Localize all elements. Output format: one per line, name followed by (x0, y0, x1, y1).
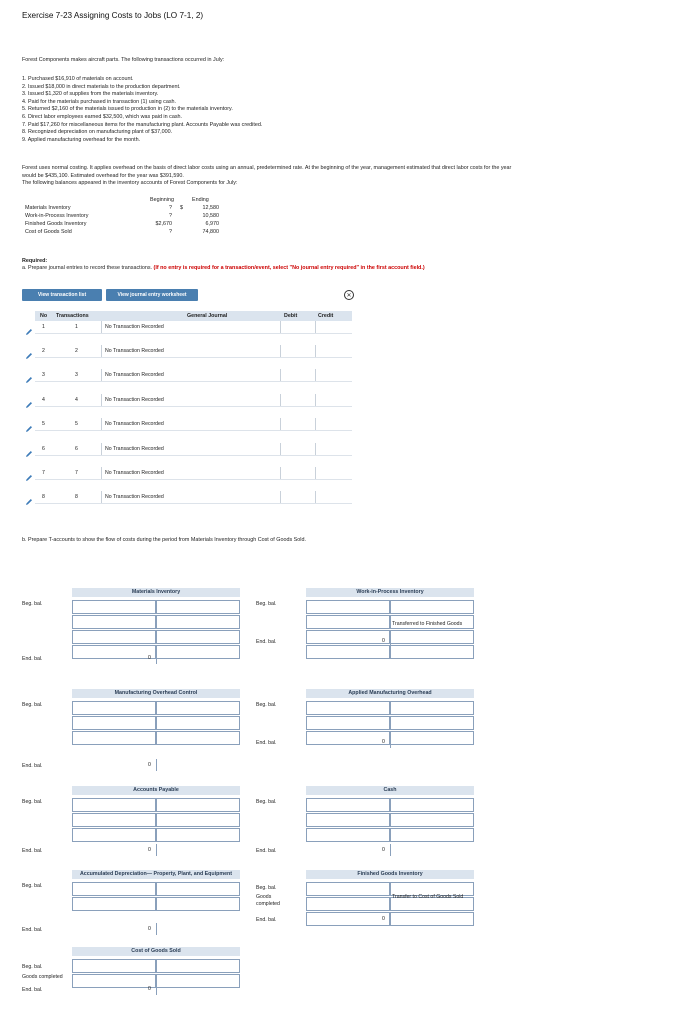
t-account-title: Work-in-Process Inventory (306, 588, 474, 597)
journal-row-entry: No Transaction Recorded (105, 494, 164, 500)
journal-row-no: 2 (42, 348, 45, 354)
end-bal-label: End. bal. (22, 927, 43, 933)
journal-row-no: 4 (42, 397, 45, 403)
t-account-debit-input[interactable] (306, 813, 390, 827)
col-credit: Credit (318, 313, 334, 319)
col-beginning: Beginning (150, 197, 174, 203)
transaction-item: 6. Direct labor employees earned $32,500, which was paid in cash. (22, 113, 183, 120)
goods-completed-label: Goods completed (256, 894, 280, 907)
t-account-title: Accumulated Depreciation— Property, Plant, and Equipment (72, 870, 240, 879)
journal-row-entry: No Transaction Recorded (105, 470, 164, 476)
end-bal-label: End. bal. (256, 917, 277, 923)
t-account-divider (390, 736, 391, 748)
end-bal-value: 0 (148, 847, 151, 853)
t-account-debit-input[interactable] (72, 615, 156, 629)
journal-row-transaction: 8 (75, 494, 78, 500)
part-a-instruction (22, 265, 425, 272)
t-account-debit-input[interactable] (306, 731, 390, 745)
pencil-icon[interactable] (25, 323, 33, 331)
cell-divider (315, 418, 316, 430)
costing-line: Forest uses normal costing. It applies overhead on the basis of direct labor costs using an annual, predetermined rate. At the beginning of the year, management estimated that direct labor costs for the year (22, 165, 512, 171)
t-account-label-cell (20, 731, 72, 745)
transfer-label: Transfer to Cost of Goods Sold (392, 894, 464, 900)
t-account-divider (156, 759, 157, 771)
t-account-credit-input[interactable] (390, 701, 474, 715)
t-account-credit-input[interactable] (390, 645, 474, 659)
t-account-debit-input[interactable] (72, 630, 156, 644)
journal-row-transaction: 2 (75, 348, 78, 354)
required-heading: Required: (22, 258, 48, 264)
t-account-debit-input[interactable] (72, 731, 156, 745)
cell-divider (101, 394, 102, 406)
t-account-debit-input[interactable] (306, 615, 390, 629)
transfer-label: Transferred to Finished Goods (392, 621, 463, 627)
journal-row[interactable] (35, 321, 352, 334)
t-account-debit-input[interactable] (306, 897, 390, 911)
t-account-credit-input[interactable] (390, 813, 474, 827)
cell-divider (280, 321, 281, 333)
end-bal-label: End. bal. (256, 639, 277, 645)
transaction-item: 3. Issued $1,320 of supplies from the materials inventory. (22, 91, 159, 98)
t-account-divider (156, 652, 157, 664)
journal-row-entry: No Transaction Recorded (105, 446, 164, 452)
beg-bal-label: Beg. bal. (22, 883, 43, 889)
t-account-debit-input[interactable] (72, 882, 156, 896)
t-account-credit-input[interactable] (156, 701, 240, 715)
end-bal-value: 0 (148, 926, 151, 932)
end-bal-value: 0 (382, 638, 385, 644)
t-account-credit-input[interactable] (156, 645, 240, 659)
transaction-item: 5. Returned $2,160 of the materials issued to production in (2) to the materials inventory. (22, 106, 233, 113)
transaction-item: 4. Paid for the materials purchased in transaction (1) using cash. (22, 98, 177, 105)
balance-name: Cost of Goods Sold (25, 229, 72, 235)
cell-divider (101, 321, 102, 333)
balance-name: Work-in-Process Inventory (25, 213, 89, 219)
journal-row[interactable] (35, 418, 352, 431)
cell-divider (101, 467, 102, 479)
end-bal-value: 0 (382, 916, 385, 922)
t-account-divider (390, 913, 391, 925)
t-account-credit-input[interactable] (390, 600, 474, 614)
end-bal-label: End. bal. (22, 763, 43, 769)
journal-row-transaction: 3 (75, 372, 78, 378)
costing-line: The following balances appeared in the inventory accounts of Forest Components for July: (22, 180, 238, 187)
cell-divider (280, 345, 281, 357)
journal-row-no: 3 (42, 372, 45, 378)
balance-beginning: ? (169, 213, 172, 219)
t-account-credit-input[interactable] (390, 630, 474, 644)
t-account-label-cell (254, 828, 306, 842)
journal-row[interactable] (35, 369, 352, 382)
end-bal-label: End. bal. (256, 848, 277, 854)
beg-bal-label: Beg. bal. (256, 601, 277, 607)
cell-divider (315, 491, 316, 503)
t-account-debit-input[interactable] (306, 645, 390, 659)
t-account-label-cell (20, 615, 72, 629)
part-a-text: a. Prepare journal entries to record these transactions. (22, 265, 153, 271)
t-account-debit-input[interactable] (306, 701, 390, 715)
t-account-debit-input[interactable] (306, 798, 390, 812)
t-account-debit-input[interactable] (306, 600, 390, 614)
t-account-debit-input[interactable] (306, 882, 390, 896)
beg-bal-label: Beg. bal. (256, 885, 277, 891)
cell-divider (280, 491, 281, 503)
t-account-credit-input[interactable] (156, 828, 240, 842)
t-account-label-cell (254, 615, 306, 629)
view-journal-worksheet-button[interactable]: View journal entry worksheet (106, 289, 198, 301)
end-bal-value: 0 (148, 762, 151, 768)
t-account-credit-input[interactable] (156, 716, 240, 730)
pencil-icon[interactable] (25, 420, 33, 428)
t-account-credit-input[interactable] (390, 798, 474, 812)
t-account-debit-input[interactable] (306, 828, 390, 842)
end-bal-value: 0 (382, 847, 385, 853)
t-account-divider (156, 844, 157, 856)
t-account-divider (390, 635, 391, 647)
transaction-item: 9. Applied manufacturing overhead for the month. (22, 136, 141, 143)
journal-row-no: 6 (42, 446, 45, 452)
t-account-title: Cash (306, 786, 474, 795)
t-account-credit-input[interactable] (156, 813, 240, 827)
cell-divider (315, 394, 316, 406)
t-account-credit-input[interactable] (156, 630, 240, 644)
cell-divider (315, 467, 316, 479)
t-account-divider (156, 983, 157, 995)
t-account-title: Cost of Goods Sold (72, 947, 240, 956)
pencil-icon[interactable] (25, 445, 33, 453)
t-account-debit-input[interactable] (72, 959, 156, 973)
t-account-credit-input[interactable] (156, 615, 240, 629)
t-account-debit-input[interactable] (72, 701, 156, 715)
t-account-credit-input[interactable] (156, 798, 240, 812)
balance-ending: 74,800 (202, 229, 219, 235)
balance-name: Finished Goods Inventory (25, 221, 87, 227)
journal-row-transaction: 4 (75, 397, 78, 403)
cell-divider (315, 369, 316, 381)
journal-row-no: 7 (42, 470, 45, 476)
col-no: No (40, 313, 48, 319)
cell-divider (280, 369, 281, 381)
cell-divider (280, 443, 281, 455)
t-account-credit-input[interactable] (156, 731, 240, 745)
journal-row-transaction: 5 (75, 421, 78, 427)
pencil-icon[interactable] (25, 396, 33, 404)
beg-bal-label: Beg. bal. (22, 601, 43, 607)
end-bal-value: 0 (148, 655, 151, 661)
t-account-label-cell (254, 716, 306, 730)
t-account-credit-input[interactable] (156, 897, 240, 911)
close-circle-icon[interactable]: ✕ (344, 290, 354, 300)
t-account-debit-input[interactable] (72, 716, 156, 730)
cell-divider (280, 467, 281, 479)
t-account-credit-input[interactable] (390, 731, 474, 745)
beg-bal-label: Beg. bal. (22, 702, 43, 708)
t-account-title: Applied Manufacturing Overhead (306, 689, 474, 698)
t-account-label-cell (254, 645, 306, 659)
pencil-icon[interactable] (25, 347, 33, 355)
cell-divider (101, 443, 102, 455)
end-bal-label: End. bal. (256, 740, 277, 746)
t-account-label-cell (20, 630, 72, 644)
journal-row-entry: No Transaction Recorded (105, 397, 164, 403)
t-account-divider (390, 844, 391, 856)
cell-divider (101, 369, 102, 381)
t-account-debit-input[interactable] (72, 897, 156, 911)
t-account-debit-input[interactable] (72, 828, 156, 842)
balance-ending: 6,970 (205, 221, 219, 227)
t-account-divider (156, 923, 157, 935)
end-bal-value: 0 (382, 739, 385, 745)
costing-paragraph (22, 165, 680, 188)
journal-row-transaction: 1 (75, 324, 78, 330)
part-b-instruction: b. Prepare T-accounts to show the flow of costs during the period from Materials Inventory through Cost of Goods Sold. (22, 537, 306, 543)
beg-bal-label: Beg. bal. (256, 799, 277, 805)
cell-divider (315, 443, 316, 455)
t-account-title: Manufacturing Overhead Control (72, 689, 240, 698)
t-account-credit-input[interactable] (156, 959, 240, 973)
end-bal-label: End. bal. (22, 848, 43, 854)
journal-row[interactable] (35, 443, 352, 456)
t-account-title: Materials Inventory (72, 588, 240, 597)
journal-row[interactable] (35, 394, 352, 407)
end-bal-label: End. bal. (22, 656, 43, 662)
t-account-debit-input[interactable] (72, 974, 156, 988)
end-bal-label: End. bal. (22, 987, 43, 993)
intro-text: Forest Components makes aircraft parts. The following transactions occurred in July: (22, 57, 225, 63)
col-transactions: Transactions (56, 313, 89, 319)
cell-divider (280, 394, 281, 406)
balances-table (22, 197, 222, 242)
journal-row[interactable] (35, 345, 352, 358)
balance-beginning: ? (169, 229, 172, 235)
col-debit: Debit (284, 313, 298, 319)
balance-ending: 10,580 (202, 213, 219, 219)
transaction-item: 8. Recognized depreciation on manufacturing plant of $37,000. (22, 129, 173, 136)
transaction-item: 7. Paid $17,260 for miscellaneous items for the manufacturing plant. Accounts Payable was credited. (22, 121, 263, 128)
t-account-label-cell (254, 813, 306, 827)
balance-beginning: ? (169, 205, 172, 211)
t-account-debit-input[interactable] (306, 912, 390, 926)
cell-divider (101, 345, 102, 357)
col-ending: Ending (192, 197, 209, 203)
beg-bal-label: Beg. bal. (22, 964, 43, 970)
cell-divider (101, 418, 102, 430)
col-general-journal: General Journal (187, 313, 228, 319)
part-a-note: (If no entry is required for a transaction/event, select "No journal entry required" in the first account field.) (153, 265, 425, 271)
pencil-icon[interactable] (25, 371, 33, 379)
t-account-debit-input[interactable] (306, 716, 390, 730)
t-account-label-cell (20, 897, 72, 911)
journal-row-no: 1 (42, 324, 45, 330)
pencil-icon[interactable] (25, 469, 33, 477)
t-account-debit-input[interactable] (72, 798, 156, 812)
page-title: Exercise 7-23 Assigning Costs to Jobs (LO 7-1, 2) (22, 11, 204, 20)
journal-row-entry: No Transaction Recorded (105, 324, 164, 330)
t-account-debit-input[interactable] (306, 630, 390, 644)
required-section (22, 258, 425, 272)
cell-divider (315, 321, 316, 333)
journal-row-no: 5 (42, 421, 45, 427)
journal-row-no: 8 (42, 494, 45, 500)
journal-row[interactable] (35, 491, 352, 504)
t-account-label-cell (20, 716, 72, 730)
pencil-icon[interactable] (25, 493, 33, 501)
journal-row-transaction: 6 (75, 446, 78, 452)
transaction-list (22, 76, 262, 144)
t-account-credit-input[interactable] (390, 828, 474, 842)
t-account-credit-input[interactable] (390, 716, 474, 730)
t-account-credit-input[interactable] (156, 600, 240, 614)
balance-beginning: $2,670 (155, 221, 172, 227)
t-account-credit-input[interactable] (156, 974, 240, 988)
t-account-debit-input[interactable] (72, 600, 156, 614)
t-account-debit-input[interactable] (72, 813, 156, 827)
t-account-debit-input[interactable] (72, 645, 156, 659)
t-account-credit-input[interactable] (156, 882, 240, 896)
balance-ending-prefix: $ (180, 205, 183, 211)
balance-ending: 12,580 (202, 205, 219, 211)
journal-row-entry: No Transaction Recorded (105, 348, 164, 354)
t-account-title: Finished Goods Inventory (306, 870, 474, 879)
beg-bal-label: Beg. bal. (256, 702, 277, 708)
journal-row-transaction: 7 (75, 470, 78, 476)
t-account-title: Accounts Payable (72, 786, 240, 795)
view-transaction-list-button[interactable]: View transaction list (22, 289, 102, 301)
balance-name: Materials Inventory (25, 205, 71, 211)
journal-row-entry: No Transaction Recorded (105, 421, 164, 427)
cell-divider (315, 345, 316, 357)
journal-row-entry: No Transaction Recorded (105, 372, 164, 378)
t-account-label-cell (20, 828, 72, 842)
journal-row[interactable] (35, 467, 352, 480)
costing-line: would be $435,100. Estimated overhead for the year was $391,590. (22, 172, 184, 179)
t-account-credit-input[interactable] (390, 912, 474, 926)
t-account-label-cell (20, 813, 72, 827)
cell-divider (280, 418, 281, 430)
goods-completed-label: Goods completed (22, 974, 63, 980)
cell-divider (101, 491, 102, 503)
transaction-item: 1. Purchased $16,910 of materials on account. (22, 76, 134, 82)
beg-bal-label: Beg. bal. (22, 799, 43, 805)
end-bal-value: 0 (148, 986, 151, 992)
transaction-item: 2. Issued $18,000 in direct materials to the production department. (22, 83, 181, 90)
